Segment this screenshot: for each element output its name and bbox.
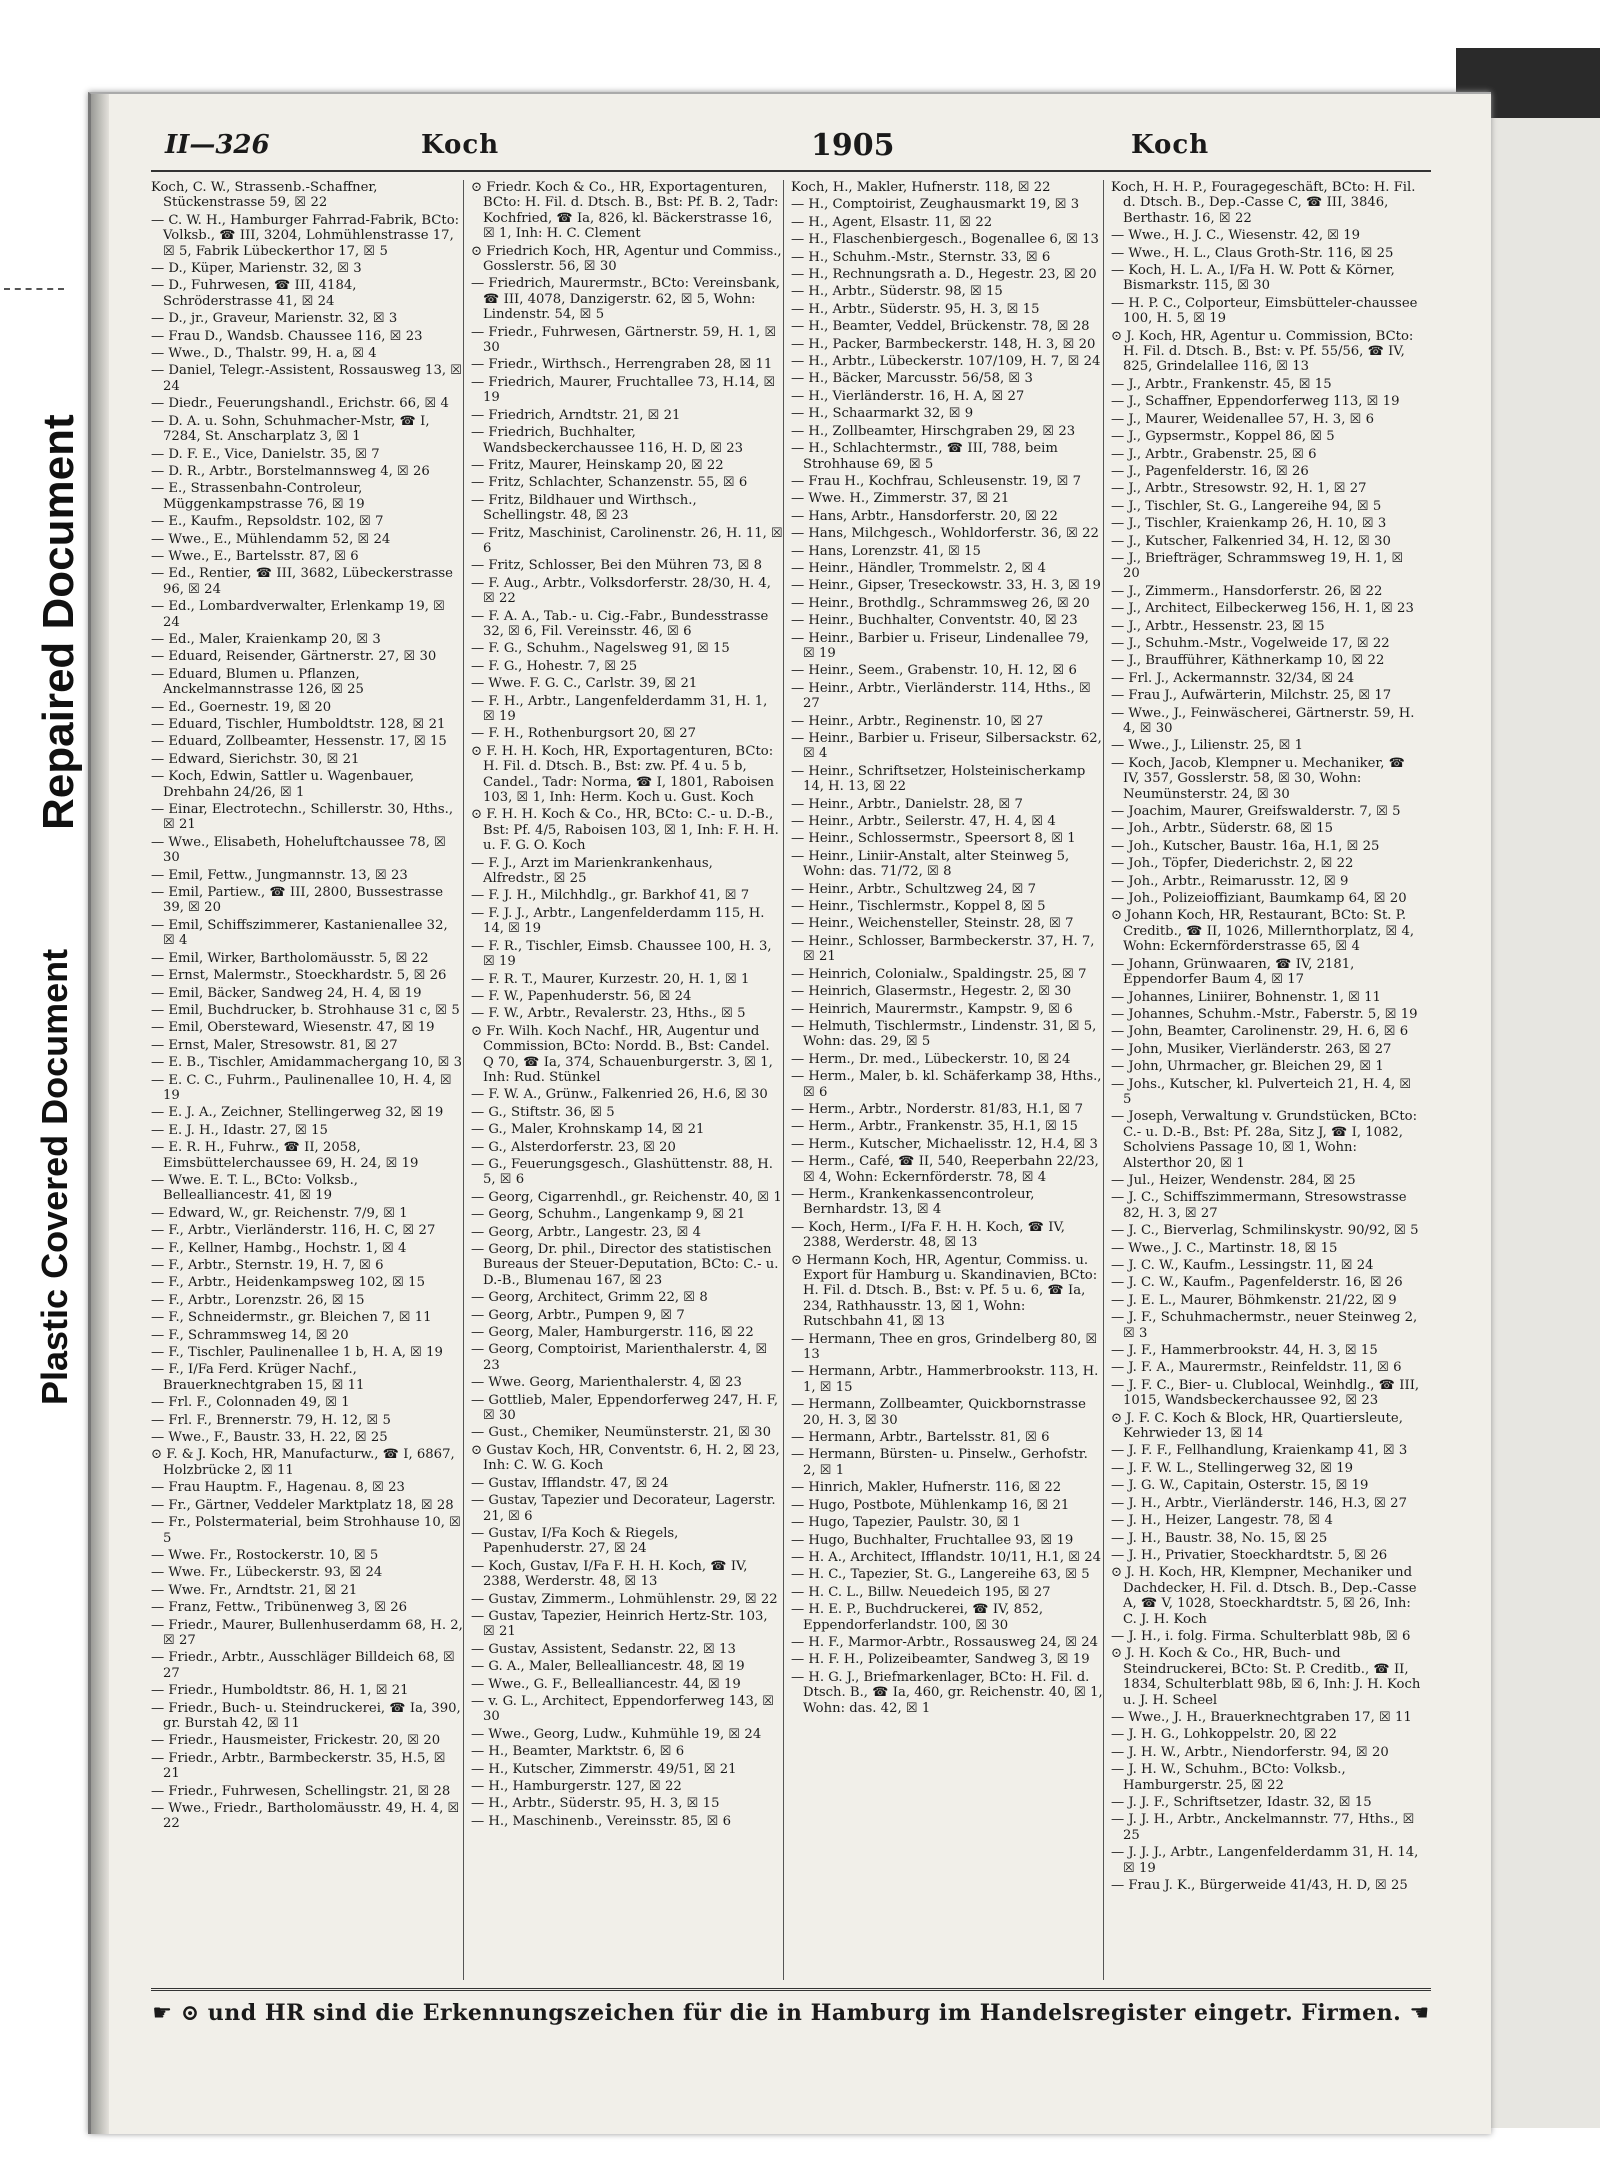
directory-entry: ⊙ J. Koch, HR, Agentur u. Commission, BCto: H. Fil. d. Dtsch. B., Bst: v. Pf. 55/56, ☎ IV, 825, Grindelallee 116, ☒ 13: [1111, 328, 1414, 375]
directory-entry: — J., Kutscher, Falkenried 34, H. 12, ☒ 30: [1111, 533, 1391, 549]
directory-entry: — Wwe., G. F., Bellealliancestr. 44, ☒ 19: [471, 1676, 741, 1692]
directory-entry: — H., Rechnungsrath a. D., Hegestr. 23, ☒ 20: [791, 267, 1097, 283]
directory-entry: — Frau J., Aufwärterin, Milchstr. 25, ☒ 17: [1111, 688, 1392, 704]
column-1: [151, 180, 463, 1980]
directory-entry: — G., Alsterdorferstr. 23, ☒ 20: [471, 1139, 676, 1155]
directory-entry: — Ed., Maler, Kraienkamp 20, ☒ 3: [151, 631, 381, 647]
directory-entry: — J. H. W., Arbtr., Niendorferstr. 94, ☒ 20: [1111, 1744, 1389, 1760]
directory-entry: — J. H., Privatier, Stoeckhardtstr. 5, ☒ 26: [1111, 1547, 1388, 1563]
directory-entry: — H., Schaarmarkt 32, ☒ 9: [791, 406, 974, 422]
directory-entry: — Joh., Töpfer, Diederichstr. 2, ☒ 22: [1111, 856, 1354, 872]
column-4: [1111, 180, 1423, 1980]
directory-entry: — Franz, Fettw., Tribünenweg 3, ☒ 26: [151, 1600, 407, 1616]
directory-entry: — Fritz, Schlachter, Schanzenstr. 55, ☒ 6: [471, 475, 748, 491]
directory-entry: — Herm., Krankenkassencontroleur, Bernhardstr. 13, ☒ 4: [791, 1186, 1035, 1218]
directory-entry: — Eduard, Zollbeamter, Hessenstr. 17, ☒ 15: [151, 734, 447, 750]
directory-entry: — Ed., Rentier, ☎ III, 3682, Lübeckerstrasse 96, ☒ 24: [151, 566, 453, 597]
directory-entry: — F. W., Arbtr., Revalerstr. 23, Hths., ☒ 5: [471, 1006, 746, 1022]
directory-entry: — H., Hamburgerstr. 127, ☒ 22: [471, 1779, 682, 1794]
directory-entry: — Hugo, Buchhalter, Fruchtallee 93, ☒ 19: [791, 1532, 1074, 1548]
directory-entry: — J. H., Baustr. 38, No. 15, ☒ 25: [1111, 1530, 1328, 1546]
directory-entry: — Einar, Electrotechn., Schillerstr. 30, Hths., ☒ 21: [151, 802, 454, 833]
directory-entry: — Hermann, Arbtr., Bartelsstr. 81, ☒ 6: [791, 1430, 1050, 1446]
directory-entry: — Ed., Goernestr. 19, ☒ 20: [151, 699, 332, 715]
directory-entry: — Wwe., D., Thalstr. 99, H. a, ☒ 4: [151, 346, 377, 362]
directory-entry: — Wwe. Georg, Marienthalerstr. 4, ☒ 23: [471, 1375, 742, 1391]
directory-entry: — Wwe., J., Feinwäscherei, Gärtnerstr. 59, H. 4, ☒ 30: [1111, 705, 1415, 736]
directory-entry: — Frl. J., Ackermannstr. 32/34, ☒ 24: [1111, 670, 1355, 686]
directory-entry: — E. J. H., Idastr. 27, ☒ 15: [151, 1122, 328, 1138]
directory-entry: — Eduard, Tischler, Humboldtstr. 128, ☒ 21: [151, 717, 446, 732]
directory-entry: — Koch, Jacob, Klempner u. Mechaniker, ☎ IV, 357, Gosslerstr. 58, ☒ 30, Wohn: Neumünsterstr. 24, ☒ 30: [1111, 755, 1406, 802]
directory-entry: — G., Maler, Krohnskamp 14, ☒ 21: [471, 1122, 705, 1138]
header-rule: [151, 170, 1431, 172]
page-header: [151, 130, 1431, 170]
directory-entry: — John, Uhrmacher, gr. Bleichen 29, ☒ 1: [1111, 1059, 1384, 1075]
directory-entry: — J. F. W. L., Stellingerweg 32, ☒ 19: [1111, 1460, 1353, 1476]
directory-entry: — Heinr., Schriftsetzer, Holsteinischerkamp 14, H. 13, ☒ 22: [791, 763, 1086, 795]
column-2: [471, 180, 783, 1980]
directory-entry: — F., I/Fa Ferd. Krüger Nachf., Brauerknechtgraben 15, ☒ 11: [151, 1362, 365, 1393]
directory-entry: — Gustav, Assistent, Sedanstr. 22, ☒ 13: [471, 1641, 736, 1657]
directory-entry: — Helmuth, Tischlermstr., Lindenstr. 31, ☒ 5, Wohn: das. 29, ☒ 5: [791, 1018, 1097, 1050]
directory-entry: — Friedr., Hausmeister, Frickestr. 20, ☒ 20: [151, 1733, 441, 1749]
directory-entry: — C. W. H., Hamburger Fahrrad-Fabrik, BCto: Volksb., ☎ III, 3204, Lohmühlenstrasse 17, ☒ 5, Fabrik Lübeckerthor 17, ☒ 5: [151, 212, 460, 259]
directory-entry: — F. A. A., Tab.- u. Cig.-Fabr., Bundesstrasse 32, ☒ 6, Fil. Vereinsstr. 46, ☒ 6: [471, 608, 769, 639]
directory-entry: — J. C. W., Kaufm., Pagenfelderstr. 16, ☒ 26: [1111, 1275, 1403, 1291]
directory-entry: — Wwe., J. H., Brauerknechtgraben 17, ☒ 11: [1111, 1709, 1412, 1725]
column-3: [791, 180, 1103, 1980]
directory-entry: — Emil, Obersteward, Wiesenstr. 47, ☒ 19: [151, 1020, 435, 1036]
directory-entry: — Emil, Buchdrucker, b. Strohhause 31 c, ☒ 5: [151, 1002, 460, 1018]
directory-entry: — J., Schaffner, Eppendorferweg 113, ☒ 19: [1111, 394, 1400, 410]
directory-entry: — H., Kutscher, Zimmerstr. 49/51, ☒ 21: [471, 1761, 737, 1777]
directory-entry: — Wwe., Elisabeth, Hoheluftchaussee 78, ☒ 30: [151, 834, 446, 866]
directory-entry: — H. C. L., Billw. Neuedeich 195, ☒ 27: [791, 1584, 1051, 1600]
directory-entry: — Fritz, Schlosser, Bei den Mühren 73, ☒ 8: [471, 558, 763, 574]
directory-entry: — Heinr., Arbtr., Vierländerstr. 114, Hths., ☒ 27: [791, 680, 1091, 712]
directory-entry: — F., Arbtr., Lorenzstr. 26, ☒ 15: [151, 1292, 365, 1308]
directory-entry: — Heinr., Barbier u. Friseur, Lindenallee 79, ☒ 19: [791, 630, 1089, 661]
directory-entry: ⊙ Friedrich Koch, HR, Agentur und Commiss., Gosslerstr. 56, ☒ 30: [471, 243, 782, 275]
directory-entry: — Wwe. E. T. L., BCto: Volksb., Bellealliancestr. 41, ☒ 19: [151, 1172, 358, 1204]
directory-entry: — Heinr., Arbtr., Reginenstr. 10, ☒ 27: [791, 713, 1044, 729]
directory-entry: — J., Briefträger, Schrammsweg 19, H. 1, ☒ 20: [1111, 550, 1404, 582]
directory-entry: — Heinrich, Glasermstr., Hegestr. 2, ☒ 30: [791, 984, 1072, 1000]
directory-entry: — Eduard, Reisender, Gärtnerstr. 27, ☒ 30: [151, 649, 437, 665]
directory-entry: — F. G., Schuhm., Nagelsweg 91, ☒ 15: [471, 641, 730, 657]
directory-entry: — Johannes, Liniirer, Bohnenstr. 1, ☒ 11: [1111, 989, 1381, 1005]
directory-entry: — Heinrich, Maurermstr., Kampstr. 9, ☒ 6: [791, 1001, 1073, 1017]
directory-entry: — Fr., Gärtner, Veddeler Marktplatz 18, ☒ 28: [151, 1497, 454, 1513]
directory-entry: — J., Pagenfelderstr. 16, ☒ 26: [1111, 463, 1309, 479]
directory-entry: — Joh., Kutscher, Baustr. 16a, H.1, ☒ 25: [1111, 838, 1380, 854]
directory-entry: — F., Schneidermstr., gr. Bleichen 7, ☒ 11: [151, 1310, 432, 1326]
directory-entry: — Herm., Café, ☎ II, 540, Reeperbahn 22/23, ☒ 4, Wohn: Eckernförderstr. 78, ☒ 4: [791, 1154, 1099, 1185]
directory-entry: ⊙ Fr. Wilh. Koch Nachf., HR, Augentur und Commission, BCto: Nordd. B., Bst: Candel. Q 70, ☎ Ia, 374, Schauenburgerstr. 3, ☒ 1, Inh: Rud. Stünkel: [471, 1023, 773, 1085]
directory-entry: — J. E. L., Maurer, Böhmkenstr. 21/22, ☒ 9: [1111, 1292, 1397, 1308]
directory-entry: — D. R., Arbtr., Borstelmannsweg 4, ☒ 26: [151, 463, 430, 479]
directory-entry: — Heinr., Brothdlg., Schrammsweg 26, ☒ 20: [791, 595, 1090, 611]
directory-entry: — J. C. W., Kaufm., Lessingstr. 11, ☒ 24: [1111, 1258, 1374, 1273]
directory-entry: — D., Küper, Marienstr. 32, ☒ 3: [151, 261, 362, 277]
directory-entry: — Koch, H. L. A., I/Fa H. W. Pott & Körner, Bismarkstr. 115, ☒ 30: [1111, 263, 1395, 294]
directory-entry: ⊙ J. H. Koch & Co., HR, Buch- und Steindruckerei, BCto: St. P. Creditb., ☎ II, 1834, Schulterblatt 98b, ☒ 6, Inh: J. H. Koch u. J. H. Scheel: [1111, 1646, 1421, 1708]
directory-entry: — F. H., Arbtr., Langenfelderdamm 31, H. 1, ☒ 19: [471, 693, 768, 724]
directory-entry: — J., Zimmerm., Hansdorferstr. 26, ☒ 22: [1111, 583, 1383, 599]
directory-entry: — John, Musiker, Vierländerstr. 263, ☒ 27: [1111, 1041, 1392, 1057]
directory-entry: — F., Arbtr., Sternstr. 19, H. 7, ☒ 6: [151, 1258, 384, 1273]
directory-entry: — H., Bäcker, Marcusstr. 56/58, ☒ 3: [791, 371, 1033, 387]
footer-text: ⊙ und HR sind die Erkennungszeichen für die in Hamburg im Handelsregister eingetr. Firmen.: [180, 2000, 1402, 2026]
directory-entry: — Edward, W., gr. Reichenstr. 7/9, ☒ 1: [151, 1205, 408, 1221]
directory-entry: — H., Arbtr., Süderstr. 95, H. 3, ☒ 15: [791, 301, 1040, 317]
directory-entry: — H., Schuhm.-Mstr., Sternstr. 33, ☒ 6: [791, 249, 1051, 265]
directory-entry: — Johannes, Schuhm.-Mstr., Faberstr. 5, ☒ 19: [1111, 1006, 1418, 1022]
directory-entry: — Georg, Dr. phil., Director des statistischen Bureaus der Steuer-Deputation, BCto: C.- u. D.-B., Blumenau 167, ☒ 23: [471, 1242, 779, 1288]
side-label-strip: [0, 150, 83, 1405]
directory-entry: — H. A., Architect, Ifflandstr. 10/11, H.1, ☒ 24: [791, 1549, 1102, 1565]
directory-entry: — H., Vierländerstr. 16, H. A, ☒ 27: [791, 388, 1025, 404]
directory-entry: — Diedr., Feuerungshandl., Erichstr. 66, ☒ 4: [151, 396, 449, 412]
column-divider: [463, 180, 464, 1980]
directory-entry: — E. R. H., Fuhrw., ☎ II, 2058, Eimsbüttelerchaussee 69, H. 24, ☒ 19: [151, 1140, 419, 1171]
directory-entry: — Friedrich, Maurermstr., BCto: Vereinsbank, ☎ III, 4078, Danzigerstr. 62, ☒ 5, Wohn: Lindenstr. 54, ☒ 5: [471, 276, 780, 323]
directory-entry: — Herm., Kutscher, Michaelisstr. 12, H.4, ☒ 3: [791, 1136, 1098, 1152]
directory-entry: — F. R. T., Maurer, Kurzestr. 20, H. 1, ☒ 1: [471, 971, 750, 987]
directory-entry: — Gustav, Ifflandstr. 47, ☒ 24: [471, 1475, 669, 1491]
directory-entry: — H., Agent, Elsastr. 11, ☒ 22: [791, 214, 993, 230]
directory-entry: — Gustav, I/Fa Koch & Riegels, Papenhuderstr. 27, ☒ 24: [471, 1525, 679, 1557]
directory-entry: — J. C., Bierverlag, Schmilinskystr. 90/92, ☒ 5: [1111, 1223, 1419, 1239]
directory-entry: — Johs., Kutscher, kl. Pulverteich 21, H. 4, ☒ 5: [1111, 1076, 1412, 1107]
directory-entry: — Georg, Arbtr., Pumpen 9, ☒ 7: [471, 1307, 685, 1323]
directory-entry: — J., Arbtr., Grabenstr. 25, ☒ 6: [1111, 446, 1317, 462]
plastic-covered-label: Plastic Covered Document: [34, 948, 75, 1405]
directory-entry: — Georg, Arbtr., Langestr. 23, ☒ 4: [471, 1224, 702, 1240]
directory-entry: — F. W. A., Grünw., Falkenried 26, H.6, ☒ 30: [471, 1087, 768, 1103]
page-number: II—326: [165, 130, 270, 160]
directory-entry: — Gustav, Tapezier und Decorateur, Lagerstr. 21, ☒ 6: [471, 1493, 776, 1524]
directory-entry: — E. C. C., Fuhrm., Paulinenallee 10, H. 4, ☒ 19: [151, 1072, 452, 1103]
directory-entry: — Fr., Polstermaterial, beim Strohhause 10, ☒ 5: [151, 1515, 461, 1546]
directory-entry: — F., Tischler, Paulinenallee 1 b, H. A, ☒ 19: [151, 1345, 443, 1361]
directory-entry: — Heinr., Arbtr., Seilerstr. 47, H. 4, ☒ 4: [791, 814, 1056, 830]
directory-entry: — Joh., Arbtr., Reimarusstr. 12, ☒ 9: [1111, 873, 1349, 889]
directory-entry: — Friedr., Buch- u. Steindruckerei, ☎ Ia, 390, gr. Burstah 42, ☒ 11: [151, 1700, 461, 1731]
directory-entry: — H. C., Tapezier, St. G., Langereihe 63, ☒ 5: [791, 1567, 1090, 1583]
pointing-hand-left-icon: ☛: [152, 2001, 173, 2026]
directory-entry: — Heinrich, Colonialw., Spaldingstr. 25, ☒ 7: [791, 966, 1087, 982]
directory-entry: — G., Stiftstr. 36, ☒ 5: [471, 1104, 615, 1120]
directory-entry: Koch, C. W., Strassenb.-Schaffner, Stückenstrasse 59, ☒ 22: [151, 180, 378, 211]
directory-entry: — Hans, Milchgesch., Wohldorferstr. 36, ☒ 22: [791, 526, 1099, 542]
directory-entry: — E. J. A., Zeichner, Stellingerweg 32, ☒ 19: [151, 1105, 444, 1121]
directory-entry: — Heinr., Händler, Trommelstr. 2, ☒ 4: [791, 560, 1046, 576]
directory-entry: — Emil, Fettw., Jungmannstr. 13, ☒ 23: [151, 867, 408, 883]
directory-entry: ⊙ Johann Koch, HR, Restaurant, BCto: St. P. Creditb., ☎ II, 1026, Millernthorplatz, ☒ 4, Wohn: Eckernförderstrasse 65, ☒ 4: [1111, 908, 1415, 955]
directory-entry: — Friedr., Fuhrwesen, Schellingstr. 21, ☒ 28: [151, 1783, 451, 1799]
directory-entry: — Hinrich, Makler, Hufnerstr. 116, ☒ 22: [791, 1480, 1062, 1496]
directory-entry: — Heinr., Arbtr., Danielstr. 28, ☒ 7: [791, 796, 1023, 812]
directory-entry: — Friedr., Fuhrwesen, Gärtnerstr. 59, H. 1, ☒ 30: [471, 324, 777, 356]
directory-entry: — Wwe., H. L., Claus Groth-Str. 116, ☒ 25: [1111, 245, 1394, 261]
directory-entry: — J., Architect, Eilbeckerweg 156, H. 1, ☒ 23: [1111, 601, 1414, 617]
directory-entry: — Ernst, Malermstr., Stoeckhardstr. 5, ☒ 26: [151, 968, 447, 984]
directory-entry: — Wwe., E., Bartelsstr. 87, ☒ 6: [151, 548, 359, 564]
directory-entry: — Heinr., Barbier u. Friseur, Silbersackstr. 62, ☒ 4: [791, 731, 1102, 762]
directory-entry: — F. R., Tischler, Eimsb. Chaussee 100, H. 3, ☒ 19: [471, 938, 772, 970]
page-footer: [151, 2000, 1431, 2026]
directory-entry: — H., Beamter, Veddel, Brückenstr. 78, ☒ 28: [791, 319, 1090, 335]
directory-entry: — Heinr., Arbtr., Schultzweg 24, ☒ 7: [791, 881, 1036, 897]
directory-entry: — Wwe., E., Mühlendamm 52, ☒ 24: [151, 531, 391, 547]
directory-entry: — J. C., Schiffszimmermann, Stresowstrasse 82, H. 3, ☒ 27: [1111, 1190, 1407, 1221]
header-year: 1905: [811, 128, 895, 163]
directory-entry: — Hans, Arbtr., Hansdorferstr. 20, ☒ 22: [791, 508, 1058, 524]
directory-entry: — J., Maurer, Weidenallee 57, H. 3, ☒ 6: [1111, 411, 1374, 427]
directory-entry: — H., Zollbeamter, Hirschgraben 29, ☒ 23: [791, 423, 1076, 439]
directory-entry: — Friedrich, Buchhalter, Wandsbeckerchaussee 116, H. D, ☒ 23: [471, 425, 743, 456]
dashed-mark: [4, 288, 64, 290]
directory-entry: — Gust., Chemiker, Neumünsterstr. 21, ☒ 30: [471, 1425, 771, 1441]
directory-entry: — H., Flaschenbiergesch., Bogenallee 6, ☒ 13: [791, 232, 1099, 248]
directory-entry: — Hugo, Tapezier, Paulstr. 30, ☒ 1: [791, 1515, 1021, 1531]
directory-entry: — F. J. J., Arbtr., Langenfelderdamm 115, H. 14, ☒ 19: [471, 905, 765, 937]
directory-entry: — Johann, Grünwaaren, ☎ IV, 2181, Eppendorfer Baum 4, ☒ 17: [1111, 956, 1355, 988]
directory-entry: — Ernst, Maler, Stresowstr. 81, ☒ 27: [151, 1037, 398, 1053]
directory-entry: — H., Beamter, Marktstr. 6, ☒ 6: [471, 1744, 685, 1760]
directory-entry: — Gustav, Zimmerm., Lohmühlenstr. 29, ☒ 22: [471, 1591, 778, 1607]
directory-entry: ⊙ F. H. H. Koch & Co., HR, BCto: C.- u. D.-B., Bst: Pf. 4/5, Raboisen 103, ☒ 1, Inh: F. H. H. u. F. G. O. Koch: [471, 807, 779, 854]
column-divider: [783, 180, 784, 1980]
directory-entry: — F. H., Rothenburgsort 20, ☒ 27: [471, 726, 697, 742]
directory-entry: — Fritz, Maurer, Heinskamp 20, ☒ 22: [471, 457, 724, 473]
directory-entry: — E., Kaufm., Repsoldstr. 102, ☒ 7: [151, 514, 384, 530]
directory-entry: ⊙ Hermann Koch, HR, Agentur, Commiss. u. Export für Hamburg u. Skandinavien, BCto: H. Fil. d. Dtsch. B., Bst: v. Pf. 5 u. 6, ☎ Ia, 234, Rathhausstr. 13, ☒ 1, Wohn: Rutschbahn 41, ☒ 13: [791, 1252, 1098, 1330]
directory-entry: — E., Strassenbahn-Controleur, Müggenkampstrasse 76, ☒ 19: [151, 481, 365, 512]
directory-entry: — J., Arbtr., Frankenstr. 45, ☒ 15: [1111, 376, 1332, 392]
directory-entry: — Friedrich, Arndtstr. 21, ☒ 21: [471, 407, 681, 423]
page-spine: [91, 94, 109, 2134]
directory-entry: — Wwe. Fr., Arndtstr. 21, ☒ 21: [151, 1582, 358, 1598]
directory-entry: — Joh., Arbtr., Süderstr. 68, ☒ 15: [1111, 821, 1334, 837]
directory-entry: — J. F., Hammerbrookstr. 44, H. 3, ☒ 15: [1111, 1343, 1378, 1359]
directory-entry: — Emil, Wirker, Bartholomäusstr. 5, ☒ 22: [151, 950, 429, 966]
directory-entry: — Friedr., Arbtr., Ausschläger Billdeich 68, ☒ 27: [151, 1650, 455, 1681]
directory-entry: — H., Schlachtermstr., ☎ III, 788, beim Strohhause 69, ☒ 5: [791, 441, 1058, 472]
directory-entry: — J. H., i. folg. Firma. Schulterblatt 98b, ☒ 6: [1111, 1628, 1411, 1644]
directory-entry: — Heinr., Schlossermstr., Speersort 8, ☒ 1: [791, 831, 1076, 847]
directory-entry: — J., Gypsermstr., Koppel 86, ☒ 5: [1111, 429, 1335, 445]
directory-entry: — Gustav, Tapezier, Heinrich Hertz-Str. 103, ☒ 21: [471, 1608, 768, 1640]
directory-entry: — Jul., Heizer, Wendenstr. 284, ☒ 25: [1111, 1172, 1356, 1188]
directory-entry: — Georg, Maler, Hamburgerstr. 116, ☒ 22: [471, 1325, 754, 1341]
directory-entry: — G., Feuerungsgesch., Glashüttenstr. 88, H. 5, ☒ 6: [471, 1156, 773, 1188]
directory-entry: — J. F. C., Bier- u. Clublocal, Weinhdlg., ☎ III, 1015, Wandsbeckerchaussee 92, ☒ 23: [1111, 1377, 1420, 1409]
directory-entry: — Heinr., Seem., Grabenstr. 10, H. 12, ☒ 6: [791, 663, 1077, 679]
directory-entry: — H., Maschinenb., Vereinsstr. 85, ☒ 6: [471, 1813, 732, 1829]
directory-entry: — H. G. J., Briefmarkenlager, BCto: H. Fil. d. Dtsch. B., ☎ Ia, 460, gr. Reichenstr. 40, ☒ 1, Wohn: das. 42, ☒ 1: [791, 1669, 1103, 1716]
directory-entry: — H., Arbtr., Süderstr. 98, ☒ 15: [791, 284, 1003, 300]
directory-entry: — Wwe. H., Zimmerstr. 37, ☒ 21: [791, 491, 1010, 507]
directory-entry: ⊙ J. H. Koch, HR, Klempner, Mechaniker und Dachdecker, H. Fil. d. Dtsch. B., Dep.-Casse A, ☎ V, 1028, Stoeckhardtstr. 5, ☒ 26, Inh: C. J. H. Koch: [1111, 1565, 1417, 1627]
directory-entry: — Eduard, Blumen u. Pflanzen, Anckelmannstrasse 126, ☒ 25: [151, 666, 364, 698]
directory-entry: — Georg, Schuhm., Langenkamp 9, ☒ 21: [471, 1207, 746, 1223]
directory-entry: — Georg, Cigarrenhdl., gr. Reichenstr. 40, ☒ 1: [471, 1189, 782, 1205]
directory-entry: — Frau D., Wandsb. Chaussee 116, ☒ 23: [151, 328, 423, 344]
directory-entry: — J. J. F., Schriftsetzer, Idastr. 32, ☒ 15: [1111, 1795, 1372, 1810]
directory-entry: — Koch, Herm., I/Fa F. H. H. Koch, ☎ IV, 2388, Werderstr. 48, ☒ 13: [791, 1219, 1065, 1251]
directory-entry: — H. F. H., Polizeibeamter, Sandweg 3, ☒ 19: [791, 1652, 1090, 1668]
directory-entry: — H. E. P., Buchdruckerei, ☎ IV, 852, Eppendorferlandstr. 100, ☒ 30: [791, 1602, 1044, 1633]
directory-entry: — Herm., Dr. med., Lübeckerstr. 10, ☒ 24: [791, 1051, 1071, 1067]
directory-entry: — Gottlieb, Maler, Eppendorferweg 247, H. F, ☒ 30: [471, 1392, 779, 1424]
directory-entry: — Ed., Lombardverwalter, Erlenkamp 19, ☒ 24: [151, 599, 445, 630]
directory-entry: — Heinr., Liniir-Anstalt, alter Steinweg 5, Wohn: das. 71/72, ☒ 8: [791, 848, 1070, 880]
directory-entry: — Fritz, Maschinist, Carolinenstr. 26, H. 11, ☒ 6: [471, 525, 783, 556]
repaired-document-label: Repaired Document: [34, 414, 83, 830]
directory-entry: — Frau J. K., Bürgerweide 41/43, H. D, ☒ 25: [1111, 1878, 1408, 1894]
directory-entry: — J. H., Arbtr., Vierländerstr. 146, H.3, ☒ 27: [1111, 1495, 1407, 1511]
directory-entry: — Heinr., Gipser, Treseckowstr. 33, H. 3, ☒ 19: [791, 578, 1101, 594]
directory-entry: — Wwe., Georg, Ludw., Kuhmühle 19, ☒ 24: [471, 1726, 762, 1742]
directory-entry: — J. H. W., Schuhm., BCto: Volksb., Hamburgerstr. 25, ☒ 22: [1111, 1762, 1346, 1793]
directory-entry: — Hermann, Zollbeamter, Quickbornstrasse 20, H. 3, ☒ 30: [791, 1397, 1086, 1428]
directory-entry: ⊙ F. & J. Koch, HR, Manufacturw., ☎ I, 6867, Holzbrücke 2, ☒ 11: [151, 1447, 455, 1478]
directory-entry: — J. H. G., Lohkoppelstr. 20, ☒ 22: [1111, 1727, 1337, 1743]
directory-entry: — Wwe. Fr., Rostockerstr. 10, ☒ 5: [151, 1547, 379, 1563]
directory-entry: — Frau H., Kochfrau, Schleusenstr. 19, ☒ 7: [791, 473, 1082, 489]
directory-entry: — Friedr., Wirthsch., Herrengraben 28, ☒ 11: [471, 357, 773, 373]
column-divider: [1103, 180, 1104, 1980]
directory-entry: — Friedr., Humboldtstr. 86, H. 1, ☒ 21: [151, 1683, 409, 1699]
directory-entry: Koch, H. H. P., Fouragegeschäft, BCto: H. Fil. d. Dtsch. B., Dep.-Casse C, ☎ III, 3846, Berthastr. 16, ☒ 22: [1111, 180, 1416, 226]
directory-entry: — J. F., Schuhmachermstr., neuer Steinweg 2, ☒ 3: [1111, 1310, 1418, 1341]
directory-entry: — Wwe., J. C., Martinstr. 18, ☒ 15: [1111, 1240, 1338, 1256]
directory-entry: — Wwe. F. G. C., Carlstr. 39, ☒ 21: [471, 676, 698, 692]
directory-entry: — Herm., Arbtr., Frankenstr. 35, H.1, ☒ 15: [791, 1119, 1078, 1135]
directory-entry: — Heinr., Weichensteller, Steinstr. 28, ☒ 7: [791, 916, 1074, 932]
directory-entry: — J. H., Heizer, Langestr. 78, ☒ 4: [1111, 1513, 1333, 1529]
directory-entry: ⊙ F. H. H. Koch, HR, Exportagenturen, BCto: H. Fil. d. Dtsch. B., Bst: zw. Pf. 4 u. 5 b, Candel., Tadr: Norma, ☎ I, 1801, Raboisen 103, ☒ 1, Inh: Herm. Koch u. Gust. Koch: [471, 743, 774, 806]
directory-entry: — J. J. H., Arbtr., Anckelmannstr. 77, Hths., ☒ 25: [1111, 1812, 1415, 1843]
directory-entry: — Joachim, Maurer, Greifswalderstr. 7, ☒ 5: [1111, 804, 1401, 820]
directory-entry: — Hugo, Postbote, Mühlenkamp 16, ☒ 21: [791, 1497, 1070, 1513]
directory-entry: — John, Beamter, Carolinenstr. 29, H. 6, ☒ 6: [1111, 1024, 1409, 1040]
directory-entry: — Frau Hauptm. F., Hagenau. 8, ☒ 23: [151, 1480, 405, 1496]
directory-entry: — J., Schuhm.-Mstr., Vogelweide 17, ☒ 22: [1111, 635, 1390, 651]
directory-entry: — F., Schrammsweg 14, ☒ 20: [151, 1327, 349, 1343]
directory-entry: — Frl. F., Colonnaden 49, ☒ 1: [151, 1395, 350, 1411]
directory-entry: — G. A., Maler, Bellealliancestr. 48, ☒ 19: [471, 1659, 745, 1675]
directory-entry: — F., Kellner, Hambg., Hochstr. 1, ☒ 4: [151, 1240, 407, 1256]
directory-entry: — Hermann, Arbtr., Hammerbrookstr. 113, H. 1, ☒ 15: [791, 1364, 1099, 1395]
directory-entry: — Fritz, Bildhauer und Wirthsch., Schellingstr. 48, ☒ 23: [471, 492, 697, 524]
directory-entry: — D., Fuhrwesen, ☎ III, 4184, Schröderstrasse 41, ☒ 24: [151, 278, 357, 309]
directory-entry: — Daniel, Telegr.-Assistent, Rossausweg 13, ☒ 24: [151, 363, 463, 394]
directory-entry: — H., Packer, Barmbeckerstr. 148, H. 3, ☒ 20: [791, 336, 1096, 352]
directory-entry: ⊙ J. F. C. Koch & Block, HR, Quartiersleute, Kehrwieder 13, ☒ 14: [1111, 1410, 1403, 1442]
directory-entry: — H., Arbtr., Süderstr. 95, H. 3, ☒ 15: [471, 1796, 720, 1812]
directory-entry: — D. A. u. Sohn, Schuhmacher-Mstr, ☎ I, 7284, St. Anscharplatz 3, ☒ 1: [151, 413, 430, 445]
directory-entry: ⊙ Gustav Koch, HR, Conventstr. 6, H. 2, ☒ 23, Inh: C. W. G. Koch: [471, 1442, 780, 1474]
header-name-right: Koch: [1131, 130, 1210, 160]
directory-entry: — Emil, Schiffszimmerer, Kastanienallee 32, ☒ 4: [151, 917, 448, 949]
directory-entry: — J., Tischler, Kraienkamp 26, H. 10, ☒ 3: [1111, 516, 1387, 532]
directory-entry: — F., Arbtr., Heidenkampsweg 102, ☒ 15: [151, 1275, 425, 1291]
directory-entry: — H. F., Marmor-Arbtr., Rossausweg 24, ☒ 24: [791, 1634, 1099, 1650]
directory-entry: — J. F. A., Maurermstr., Reinfeldstr. 11, ☒ 6: [1111, 1360, 1402, 1376]
directory-entry: — F. Aug., Arbtr., Volksdorferstr. 28/30, H. 4, ☒ 22: [471, 575, 771, 607]
directory-entry: — Heinr., Schlosser, Barmbeckerstr. 37, H. 7, ☒ 21: [791, 933, 1095, 965]
directory-entry: — Hans, Lorenzstr. 41, ☒ 15: [791, 543, 981, 559]
directory-entry: Koch, H., Makler, Hufnerstr. 118, ☒ 22: [791, 180, 1051, 195]
directory-entry: — Wwe., J., Lilienstr. 25, ☒ 1: [1111, 738, 1304, 754]
directory-entry: — v. G. L., Architect, Eppendorferweg 143, ☒ 30: [471, 1693, 775, 1725]
footer-rule: [151, 1988, 1431, 1991]
directory-entry: — H., Arbtr., Lübeckerstr. 107/109, H. 7, ☒ 24: [791, 354, 1101, 370]
directory-entry: — Wwe. Fr., Lübeckerstr. 93, ☒ 24: [151, 1565, 383, 1581]
directory-entry: — F. J. H., Milchhdlg., gr. Barkhof 41, ☒ 7: [471, 888, 750, 904]
directory-page: [88, 92, 1491, 2134]
directory-entry: — Hermann, Thee en gros, Grindelberg 80, ☒ 13: [791, 1331, 1098, 1363]
directory-entry: — Edward, Sierichstr. 30, ☒ 21: [151, 751, 360, 767]
directory-entry: — F. W., Papenhuderstr. 56, ☒ 24: [471, 988, 692, 1004]
directory-entry: — J. F. F., Fellhandlung, Kraienkamp 41, ☒ 3: [1111, 1443, 1408, 1459]
directory-entry: — D. F. E., Vice, Danielstr. 35, ☒ 7: [151, 446, 380, 462]
pointing-hand-right-icon: ☚: [1409, 2001, 1430, 2026]
directory-entry: — Georg, Comptoirist, Marienthalerstr. 4, ☒ 23: [471, 1342, 768, 1373]
directory-entry: — Friedrich, Maurer, Fruchtallee 73, H.14, ☒ 19: [471, 374, 776, 406]
directory-entry: — E. B., Tischler, Amidammachergang 10, ☒ 3: [151, 1055, 462, 1071]
directory-entry: — Wwe., Friedr., Bartholomäusstr. 49, H. 4, ☒ 22: [151, 1801, 460, 1832]
directory-entry: — Herm., Arbtr., Norderstr. 81/83, H.1, ☒ 7: [791, 1101, 1083, 1117]
directory-entry: — Wwe., F., Baustr. 33, H. 22, ☒ 25: [151, 1430, 388, 1446]
directory-entry: — D., jr., Graveur, Marienstr. 32, ☒ 3: [151, 311, 398, 327]
directory-entry: ⊙ Friedr. Koch & Co., HR, Exportagenturen, BCto: H. Fil. d. Dtsch. B., Bst: Pf. B. 2, Tadr: Kochfried, ☎ Ia, 826, kl. Bäckerstrasse 16, ☒ 1, Inh: H. C. Clement: [471, 180, 779, 242]
directory-entry: — F. J., Arzt im Marienkrankenhaus, Alfredstr., ☒ 25: [471, 855, 713, 887]
directory-entry: — Emil, Partiew., ☎ III, 2800, Bussestrasse 39, ☒ 20: [151, 885, 444, 916]
directory-entry: — Heinr., Buchhalter, Conventstr. 40, ☒ 23: [791, 613, 1078, 629]
directory-entry: — H. P. C., Colporteur, Eimsbütteler-chaussee 100, H. 5, ☒ 19: [1111, 295, 1418, 327]
directory-entry: — J. J. J., Arbtr., Langenfelderdamm 31, H. 14, ☒ 19: [1111, 1845, 1419, 1876]
directory-entry: — J., Arbtr., Hessenstr. 23, ☒ 15: [1111, 618, 1325, 634]
directory-entry: — F. G., Hohestr. 7, ☒ 25: [471, 658, 638, 674]
directory-entry: — J. G. W., Capitain, Osterstr. 15, ☒ 19: [1111, 1478, 1369, 1494]
directory-entry: — Hermann, Bürsten- u. Pinselw., Gerhofstr. 2, ☒ 1: [791, 1447, 1088, 1478]
directory-entry: — F., Arbtr., Vierländerstr. 116, H. C, ☒ 27: [151, 1223, 436, 1239]
directory-entry: — Joseph, Verwaltung v. Grundstücken, BCto: C.- u. D.-B., Bst: Pf. 28a, Sitz J, ☎ I, 1082, Scholviens Passage 10, ☒ 1, Wohn: Alsterthor 20, ☒ 1: [1111, 1109, 1418, 1171]
directory-entry: — Emil, Bäcker, Sandweg 24, H. 4, ☒ 19: [151, 985, 422, 1001]
directory-entry: — H., Comptoirist, Zeughausmarkt 19, ☒ 3: [791, 197, 1080, 213]
directory-entry: — Heinr., Tischlermstr., Koppel 8, ☒ 5: [791, 899, 1046, 915]
directory-entry: — Joh., Polizeioffiziant, Baumkamp 64, ☒ 20: [1111, 891, 1407, 907]
directory-entry: — Wwe., H. J. C., Wiesenstr. 42, ☒ 19: [1111, 228, 1361, 244]
directory-entry: — Friedr., Arbtr., Barmbeckerstr. 35, H.5, ☒ 21: [151, 1750, 446, 1782]
directory-entry: — Georg, Architect, Grimm 22, ☒ 8: [471, 1290, 708, 1306]
directory-entry: — J., Arbtr., Stresowstr. 92, H. 1, ☒ 27: [1111, 481, 1367, 497]
directory-entry: — Koch, Edwin, Sattler u. Wagenbauer, Drehbahn 24/26, ☒ 1: [151, 769, 415, 800]
directory-entry: — Frl. F., Brennerstr. 79, H. 12, ☒ 5: [151, 1412, 391, 1428]
directory-entry: — Herm., Maler, b. kl. Schäferkamp 38, Hths., ☒ 6: [791, 1069, 1102, 1100]
directory-entry: — J., Tischler, St. G., Langereihe 94, ☒ 5: [1111, 498, 1382, 514]
directory-entry: — Friedr., Maurer, Bullenhuserdamm 68, H. 2, ☒ 27: [151, 1617, 463, 1648]
directory-entry: — J., Braufführer, Käthnerkamp 10, ☒ 22: [1111, 653, 1385, 669]
directory-entry: — Koch, Gustav, I/Fa F. H. H. Koch, ☎ IV, 2388, Werderstr. 48, ☒ 13: [471, 1558, 748, 1590]
header-name-left: Koch: [421, 130, 500, 160]
